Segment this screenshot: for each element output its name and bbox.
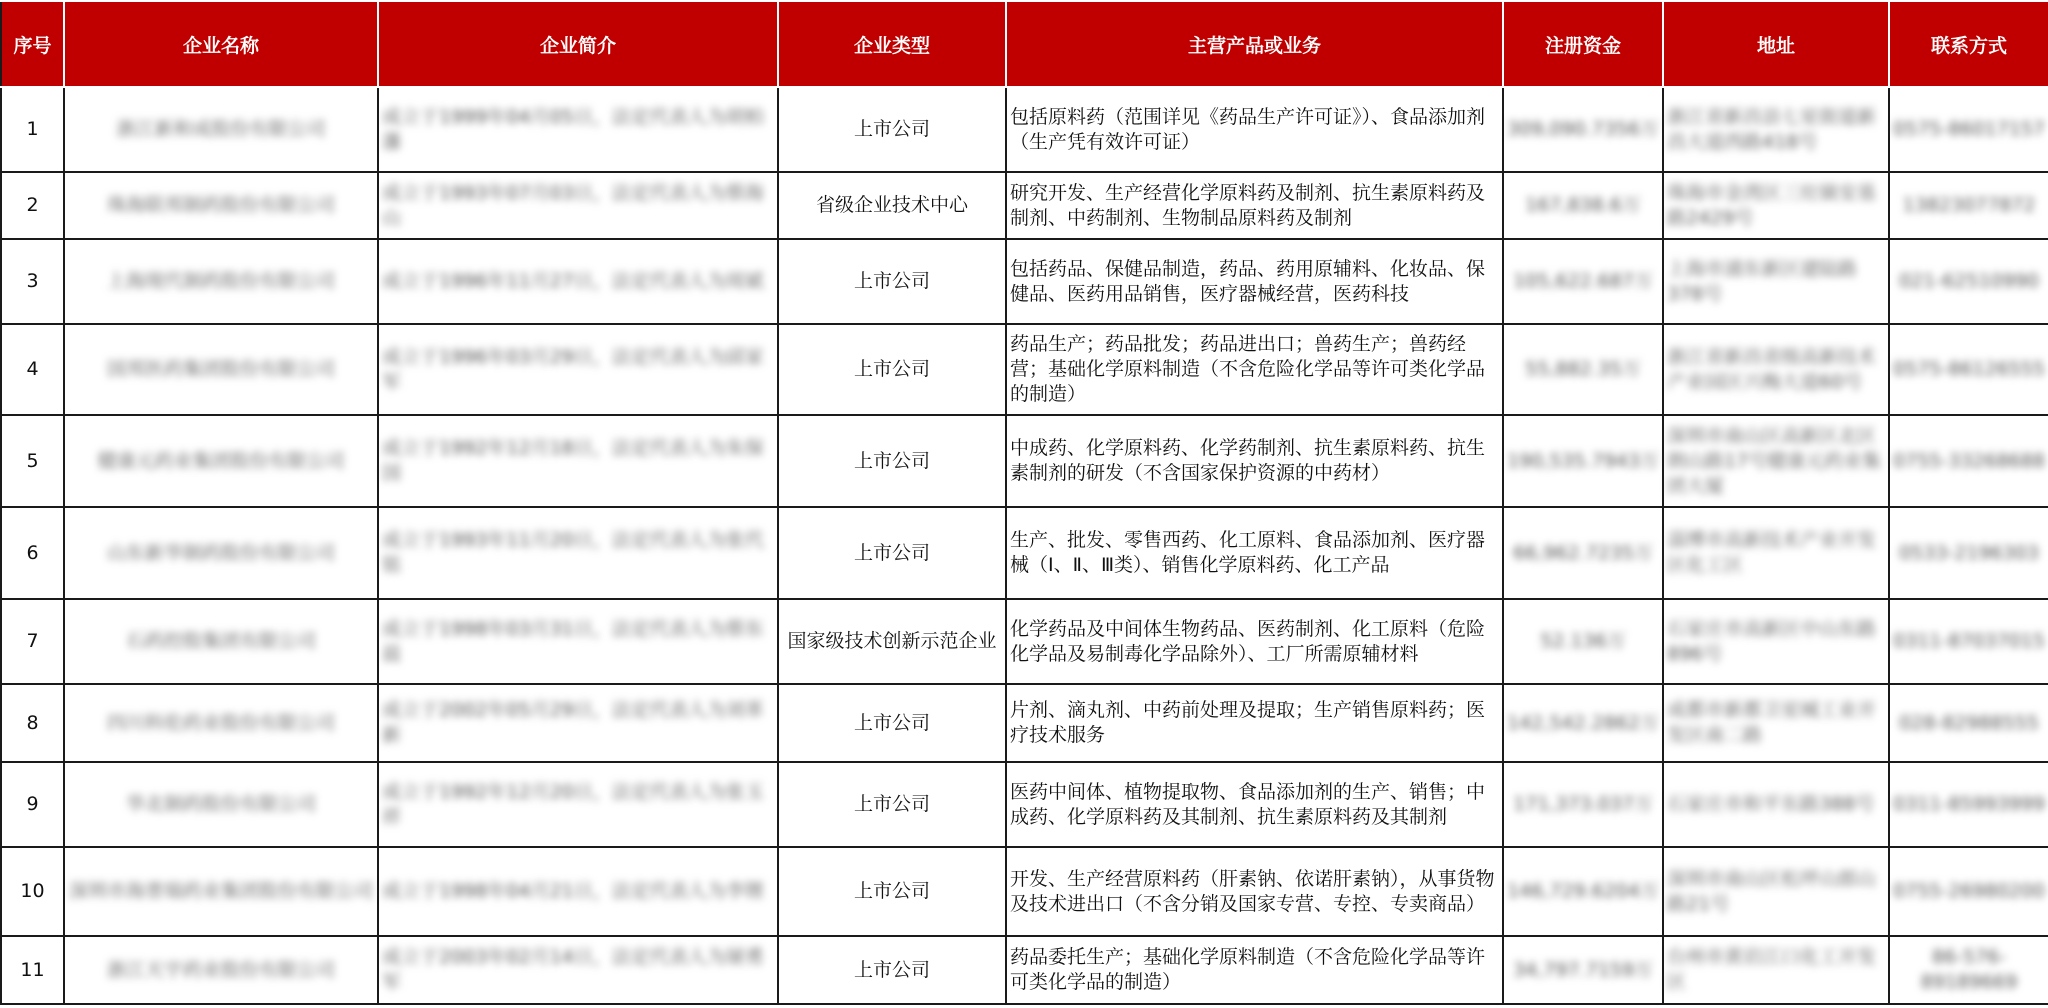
cell-address: 淄博市高新技术产业开发区化工区: [1663, 507, 1889, 599]
table-row: [1, 762, 2048, 847]
cell-address: 珠海市金湾区三灶镇安基路2429号: [1663, 172, 1889, 239]
cell-index: 4: [1, 324, 64, 415]
header-index: 序号: [1, 1, 64, 87]
cell-company-type: 上市公司: [778, 684, 1006, 762]
cell-contact: 0575-86017157: [1889, 87, 2048, 172]
cell-main-business: 药品委托生产；基础化学原料制造（不含危险化学品等许可类化学品的制造）: [1006, 936, 1503, 1004]
table-row: [1, 324, 2048, 415]
cell-index: 8: [1, 684, 64, 762]
cell-contact: 86-576-89189669: [1889, 936, 2048, 1004]
cell-company-name: 珠海联邦制药股份有限公司: [64, 172, 378, 239]
header-address: 地址: [1663, 1, 1889, 87]
cell-registered-capital: 52.136万: [1503, 599, 1663, 684]
cell-address: 台州市黄岩江口化工开发区: [1663, 936, 1889, 1004]
cell-registered-capital: 66,962.7235万: [1503, 507, 1663, 599]
cell-main-business: 包括药品、保健品制造，药品、药用原辅料、化妆品、保健品、医药用品销售，医疗器械经营，医药科技: [1006, 239, 1503, 324]
header-contact: 联系方式: [1889, 1, 2048, 87]
cell-company-name: 国邦医药集团股份有限公司: [64, 324, 378, 415]
cell-main-business: 中成药、化学原料药、化学药制剂、抗生素原料药、抗生素制剂的研发（不含国家保护资源的中药材）: [1006, 415, 1503, 507]
cell-company-intro: 成立于1993年07月03日，法定代表人为蔡海山: [378, 172, 778, 239]
cell-address: 石家庄市和平东路388号: [1663, 762, 1889, 847]
cell-address: 成都市新都卫星城工业开发区南二路: [1663, 684, 1889, 762]
cell-contact: 028-82988555: [1889, 684, 2048, 762]
cell-company-type: 上市公司: [778, 415, 1006, 507]
cell-company-intro: 成立于2003年02月14日，法定代表人为屠勇军: [378, 936, 778, 1004]
cell-company-intro: 成立于1996年11月27日，法定代表人为周斌: [378, 239, 778, 324]
cell-company-type: 上市公司: [778, 239, 1006, 324]
cell-registered-capital: 105,622.687万: [1503, 239, 1663, 324]
cell-address: 浙江省新昌省级高新技术产业园区兴梅大道60号: [1663, 324, 1889, 415]
cell-address: 石家庄市高新区中山东路896号: [1663, 599, 1889, 684]
cell-index: 1: [1, 87, 64, 172]
cell-company-intro: 成立于1993年11月20日，法定代表人为张代铭: [378, 507, 778, 599]
cell-company-name: 健康元药业集团股份有限公司: [64, 415, 378, 507]
cell-registered-capital: 34,797.7159万: [1503, 936, 1663, 1004]
cell-contact: 0311-85993999: [1889, 762, 2048, 847]
cell-company-name: 山东新华制药股份有限公司: [64, 507, 378, 599]
cell-index: 5: [1, 415, 64, 507]
cell-address: 上海市浦东新区建陆路378号: [1663, 239, 1889, 324]
cell-company-name: 石药控股集团有限公司: [64, 599, 378, 684]
header-registered-capital: 注册资金: [1503, 1, 1663, 87]
cell-main-business: 研究开发、生产经营化学原料药及制剂、抗生素原料药及制剂、中药制剂、生物制品原料药及制剂: [1006, 172, 1503, 239]
cell-index: 10: [1, 847, 64, 936]
cell-company-type: 上市公司: [778, 507, 1006, 599]
table-row: [1, 599, 2048, 684]
header-row: [1, 1, 2048, 87]
cell-company-type: 省级企业技术中心: [778, 172, 1006, 239]
cell-registered-capital: 190,535.7943万: [1503, 415, 1663, 507]
table-row: [1, 936, 2048, 1004]
cell-company-name: 四川科伦药业股份有限公司: [64, 684, 378, 762]
cell-contact: 021-62510990: [1889, 239, 2048, 324]
cell-main-business: 药品生产；药品批发；药品进出口；兽药生产；兽药经营；基础化学原料制造（不含危险化学品等许可类化学品的制造）: [1006, 324, 1503, 415]
table-row: [1, 415, 2048, 507]
cell-registered-capital: 55,882.35万: [1503, 324, 1663, 415]
table-row: [1, 239, 2048, 324]
cell-company-type: 国家级技术创新示范企业: [778, 599, 1006, 684]
cell-company-intro: 成立于1992年12月20日，法定代表人为张玉祥: [378, 762, 778, 847]
cell-contact: 0533-2196303: [1889, 507, 2048, 599]
header-company-intro: 企业简介: [378, 1, 778, 87]
table-row: [1, 847, 2048, 936]
table-row: [1, 172, 2048, 239]
cell-contact: 13823077872: [1889, 172, 2048, 239]
cell-registered-capital: 142,542.2862万: [1503, 684, 1663, 762]
cell-company-type: 上市公司: [778, 87, 1006, 172]
table-row: [1, 507, 2048, 599]
cell-index: 9: [1, 762, 64, 847]
cell-company-intro: 成立于1999年04月05日，法定代表人为胡柏藩: [378, 87, 778, 172]
table-row: [1, 684, 2048, 762]
cell-company-type: 上市公司: [778, 762, 1006, 847]
cell-company-name: 深圳市海普瑞药业集团股份有限公司: [64, 847, 378, 936]
cell-index: 11: [1, 936, 64, 1004]
header-main-business: 主营产品或业务: [1006, 1, 1503, 87]
cell-registered-capital: 171,373.037万: [1503, 762, 1663, 847]
cell-contact: 0311-87037015: [1889, 599, 2048, 684]
cell-company-intro: 成立于1998年03月31日，法定代表人为蔡东晨: [378, 599, 778, 684]
cell-index: 3: [1, 239, 64, 324]
cell-company-type: 上市公司: [778, 324, 1006, 415]
cell-company-name: 浙江新和成股份有限公司: [64, 87, 378, 172]
cell-registered-capital: 309,090.7356万: [1503, 87, 1663, 172]
cell-index: 7: [1, 599, 64, 684]
cell-company-intro: 成立于2002年05月29日，法定代表人为刘革新: [378, 684, 778, 762]
cell-index: 6: [1, 507, 64, 599]
cell-main-business: 开发、生产经营原料药（肝素钠、依诺肝素钠），从事货物及技术进出口（不含分销及国家专营、专控、专卖商品）: [1006, 847, 1503, 936]
header-company-type: 企业类型: [778, 1, 1006, 87]
cell-main-business: 化学药品及中间体生物药品、医药制剂、化工原料（危险化学品及易制毒化学品除外）、工厂所需原辅材料: [1006, 599, 1503, 684]
cell-registered-capital: 167,838.6万: [1503, 172, 1663, 239]
cell-address: 浙江省新昌县七星街道新昌大道西路418号: [1663, 87, 1889, 172]
cell-company-intro: 成立于1998年04月21日，法定代表人为李锂: [378, 847, 778, 936]
cell-address: 深圳市南山区高新区北区朗山路17号健康元药业集团大厦: [1663, 415, 1889, 507]
cell-index: 2: [1, 172, 64, 239]
cell-registered-capital: 146,729.6204万: [1503, 847, 1663, 936]
cell-company-type: 上市公司: [778, 936, 1006, 1004]
cell-main-business: 包括原料药（范围详见《药品生产许可证》）、食品添加剂（生产凭有效许可证）: [1006, 87, 1503, 172]
cell-company-intro: 成立于1996年03月29日，法定代表人为邱家军: [378, 324, 778, 415]
cell-company-name: 浙江天宇药业股份有限公司: [64, 936, 378, 1004]
header-company-name: 企业名称: [64, 1, 378, 87]
cell-main-business: 片剂、滴丸剂、中药前处理及提取；生产销售原料药；医疗技术服务: [1006, 684, 1503, 762]
cell-main-business: 医药中间体、植物提取物、食品添加剂的生产、销售；中成药、化学原料药及其制剂、抗生素原料药及其制剂: [1006, 762, 1503, 847]
cell-main-business: 生产、批发、零售西药、化工原料、食品添加剂、医疗器械（Ⅰ、Ⅱ、Ⅲ类）、销售化学原料药、化工产品: [1006, 507, 1503, 599]
cell-company-type: 上市公司: [778, 847, 1006, 936]
table-row: [1, 87, 2048, 172]
cell-company-name: 上海现代制药股份有限公司: [64, 239, 378, 324]
cell-company-name: 华北制药股份有限公司: [64, 762, 378, 847]
cell-company-intro: 成立于1992年12月18日，法定代表人为朱保国: [378, 415, 778, 507]
cell-contact: 0575-86126555: [1889, 324, 2048, 415]
cell-address: 深圳市南山区松坪山郎山路21号: [1663, 847, 1889, 936]
cell-contact: 0755-26980200: [1889, 847, 2048, 936]
cell-contact: 0755-33268688: [1889, 415, 2048, 507]
